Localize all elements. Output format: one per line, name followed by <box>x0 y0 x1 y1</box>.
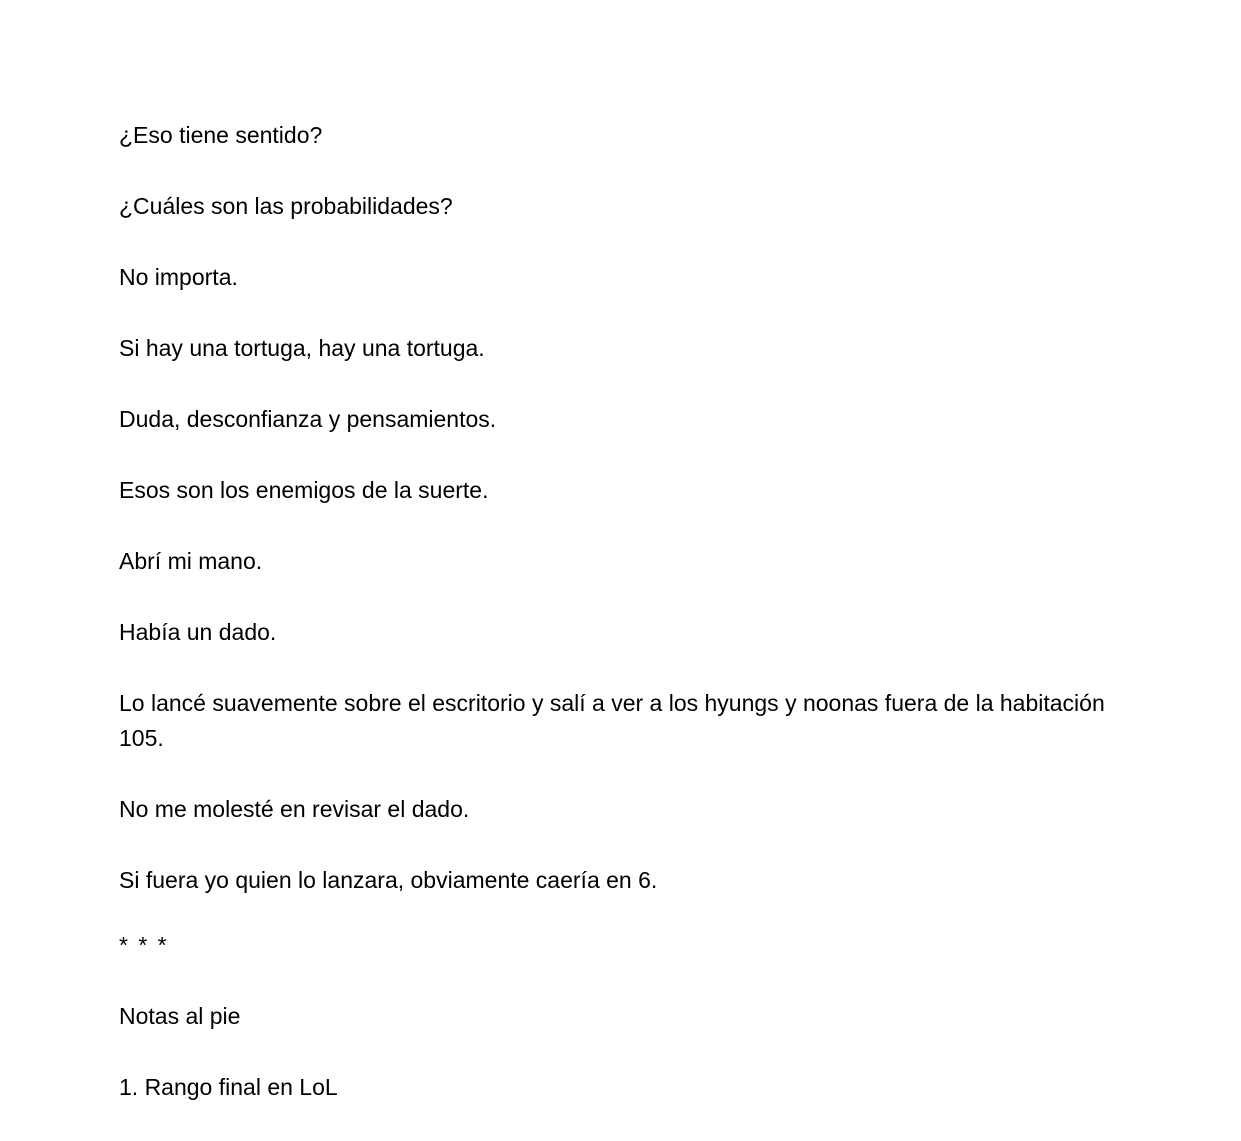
paragraph: No importa. <box>119 264 238 290</box>
footnote-item: 1. Rango final en LoL <box>119 1074 338 1100</box>
paragraph: No me molesté en revisar el dado. <box>119 796 470 822</box>
paragraph: ¿Eso tiene sentido? <box>119 122 323 148</box>
document-body <box>119 118 1139 1141</box>
paragraph: Abrí mi mano. <box>119 548 263 574</box>
paragraph: Lo lancé suavemente sobre el escritorio y salí a ver a los hyungs y noonas fuera de la habitación 105. <box>119 690 1105 751</box>
paragraph: Esos son los enemigos de la suerte. <box>119 477 489 503</box>
paragraph: Había un dado. <box>119 619 277 645</box>
paragraph: Si hay una tortuga, hay una tortuga. <box>119 335 485 361</box>
section-separator: * * * <box>119 932 169 958</box>
footnotes-heading: Notas al pie <box>119 1003 241 1029</box>
paragraph: Si fuera yo quien lo lanzara, obviamente caería en 6. <box>119 867 658 893</box>
paragraph: ¿Cuáles son las probabilidades? <box>119 193 453 219</box>
paragraph: Duda, desconfianza y pensamientos. <box>119 406 497 432</box>
